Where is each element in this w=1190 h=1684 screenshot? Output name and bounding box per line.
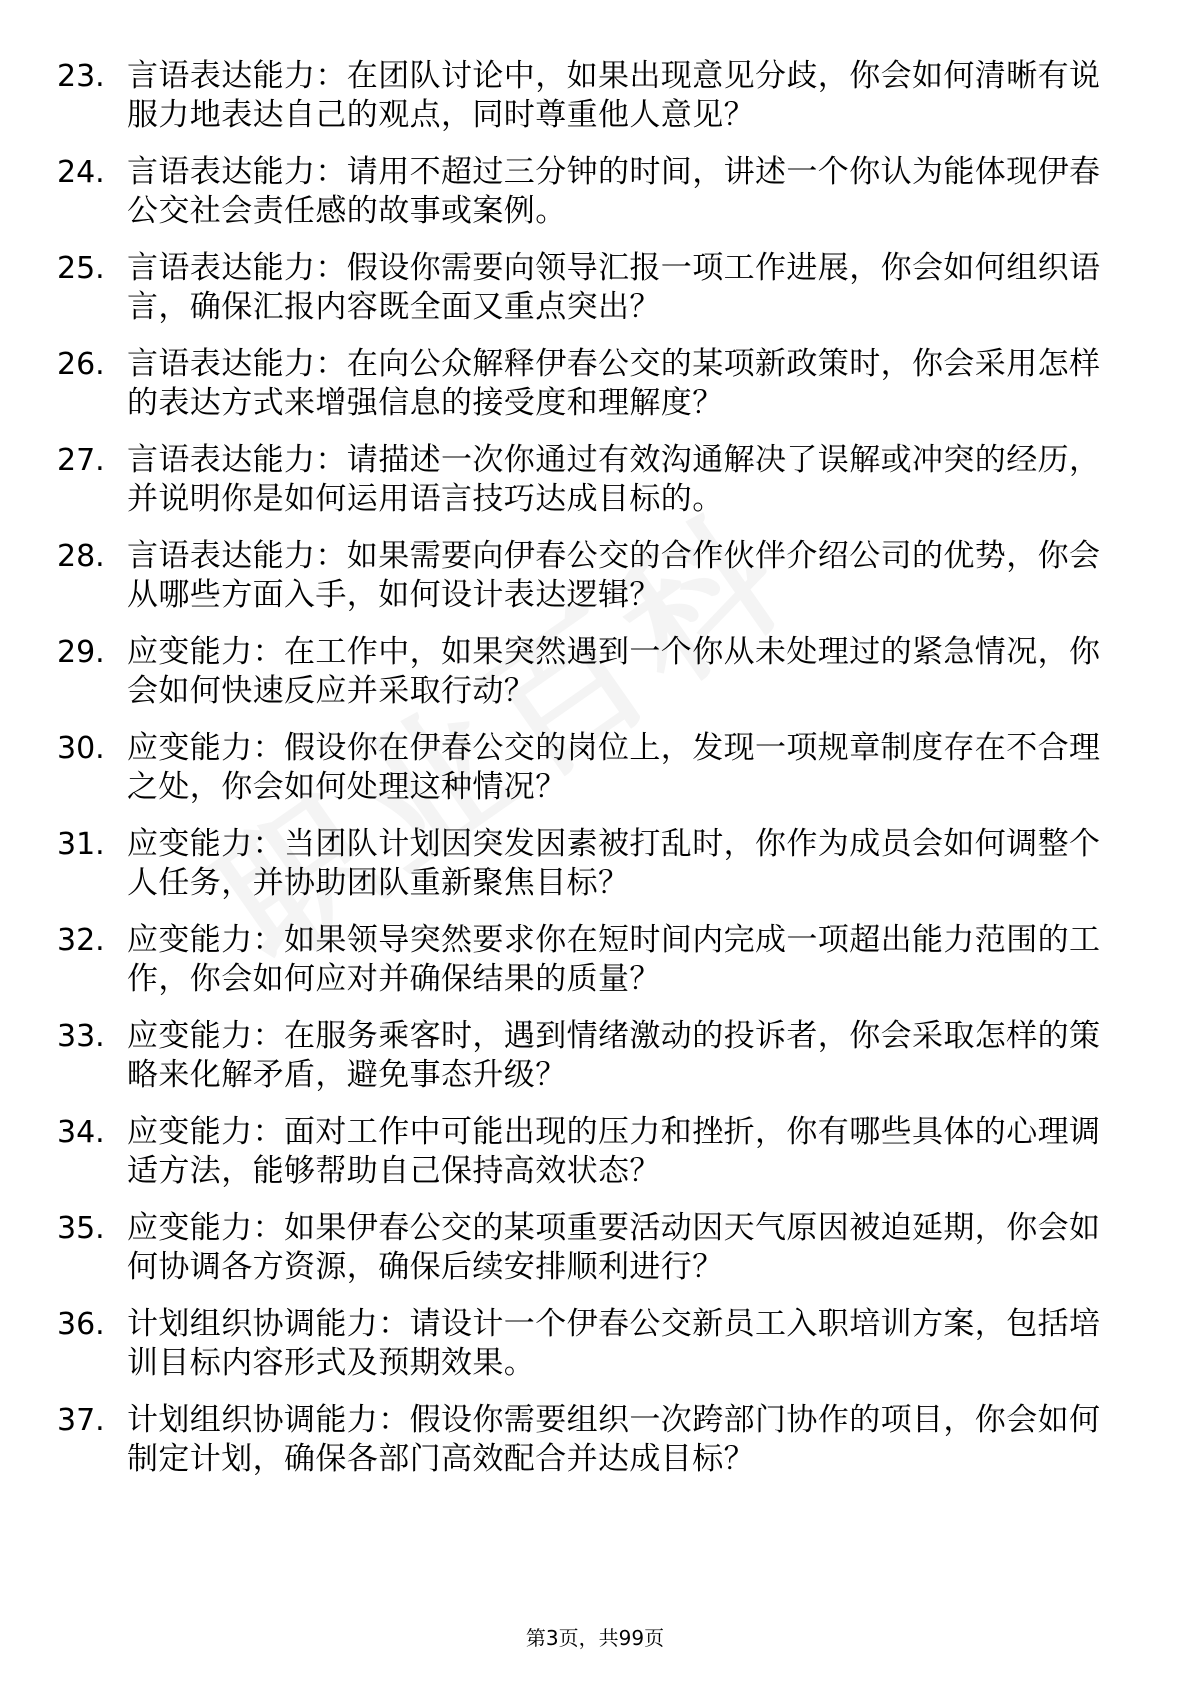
question-item: [57, 537, 1117, 633]
question-item: [57, 1113, 1117, 1209]
question-item: [57, 1305, 1117, 1401]
question-text: 应变能力：假设你在伊春公交的岗位上，发现一项规章制度存在不合理之处，你会如何处理这种情况？: [127, 730, 1101, 805]
question-item: [57, 729, 1117, 825]
question-number: 35.: [57, 1211, 105, 1246]
question-item: [57, 345, 1117, 441]
question-text: 应变能力：如果伊春公交的某项重要活动因天气原因被迫延期，你会如何协调各方资源，确保后续安排顺利进行？: [127, 1210, 1101, 1285]
question-item: [57, 57, 1117, 153]
question-item: [57, 1209, 1117, 1305]
question-number: 37.: [57, 1403, 105, 1438]
question-text: 应变能力：当团队计划因突发因素被打乱时，你作为成员会如何调整个人任务，并协助团队重新聚焦目标？: [127, 826, 1101, 901]
question-item: [57, 1017, 1117, 1113]
question-text: 言语表达能力：在团队讨论中，如果出现意见分歧，你会如何清晰有说服力地表达自己的观点，同时尊重他人意见？: [127, 58, 1101, 133]
question-number: 27.: [57, 443, 105, 478]
question-number: 28.: [57, 539, 105, 574]
page-footer: 第3页，共99页: [525, 1626, 665, 1650]
question-number: 31.: [57, 827, 105, 862]
question-text: 言语表达能力：假设你需要向领导汇报一项工作进展，你会如何组织语言，确保汇报内容既全面又重点突出？: [127, 250, 1101, 325]
question-number: 29.: [57, 635, 105, 670]
question-text: 言语表达能力：如果需要向伊春公交的合作伙伴介绍公司的优势，你会从哪些方面入手，如何设计表达逻辑？: [127, 538, 1101, 613]
question-number: 26.: [57, 347, 105, 382]
question-text: 应变能力：如果领导突然要求你在短时间内完成一项超出能力范围的工作，你会如何应对并确保结果的质量？: [127, 922, 1101, 997]
question-number: 23.: [57, 59, 105, 94]
question-item: [57, 825, 1117, 921]
question-text: 计划组织协调能力：请设计一个伊春公交新员工入职培训方案，包括培训目标内容形式及预期效果。: [127, 1306, 1101, 1381]
question-number: 24.: [57, 155, 105, 190]
question-text: 应变能力：在工作中，如果突然遇到一个你从未处理过的紧急情况，你会如何快速反应并采取行动？: [127, 634, 1101, 709]
question-number: 33.: [57, 1019, 105, 1054]
question-number: 32.: [57, 923, 105, 958]
question-item: [57, 921, 1117, 1017]
question-number: 25.: [57, 251, 105, 286]
question-text: 言语表达能力：在向公众解释伊春公交的某项新政策时，你会采用怎样的表达方式来增强信息的接受度和理解度？: [127, 346, 1101, 421]
question-text: 言语表达能力：请用不超过三分钟的时间，讲述一个你认为能体现伊春公交社会责任感的故事或案例。: [127, 154, 1101, 229]
question-number: 30.: [57, 731, 105, 766]
question-item: [57, 249, 1117, 345]
question-number: 34.: [57, 1115, 105, 1150]
question-item: [57, 1401, 1117, 1497]
question-number: 36.: [57, 1307, 105, 1342]
question-text: 应变能力：面对工作中可能出现的压力和挫折，你有哪些具体的心理调适方法，能够帮助自己保持高效状态？: [127, 1114, 1101, 1189]
question-item: [57, 633, 1117, 729]
question-item: [57, 153, 1117, 249]
question-text: 言语表达能力：请描述一次你通过有效沟通解决了误解或冲突的经历，并说明你是如何运用语言技巧达成目标的。: [127, 442, 1101, 517]
question-text: 计划组织协调能力：假设你需要组织一次跨部门协作的项目，你会如何制定计划，确保各部门高效配合并达成目标？: [127, 1402, 1101, 1477]
question-text: 应变能力：在服务乘客时，遇到情绪激动的投诉者，你会采取怎样的策略来化解矛盾，避免事态升级？: [127, 1018, 1101, 1093]
question-item: [57, 441, 1117, 537]
question-list: [57, 57, 1117, 1497]
